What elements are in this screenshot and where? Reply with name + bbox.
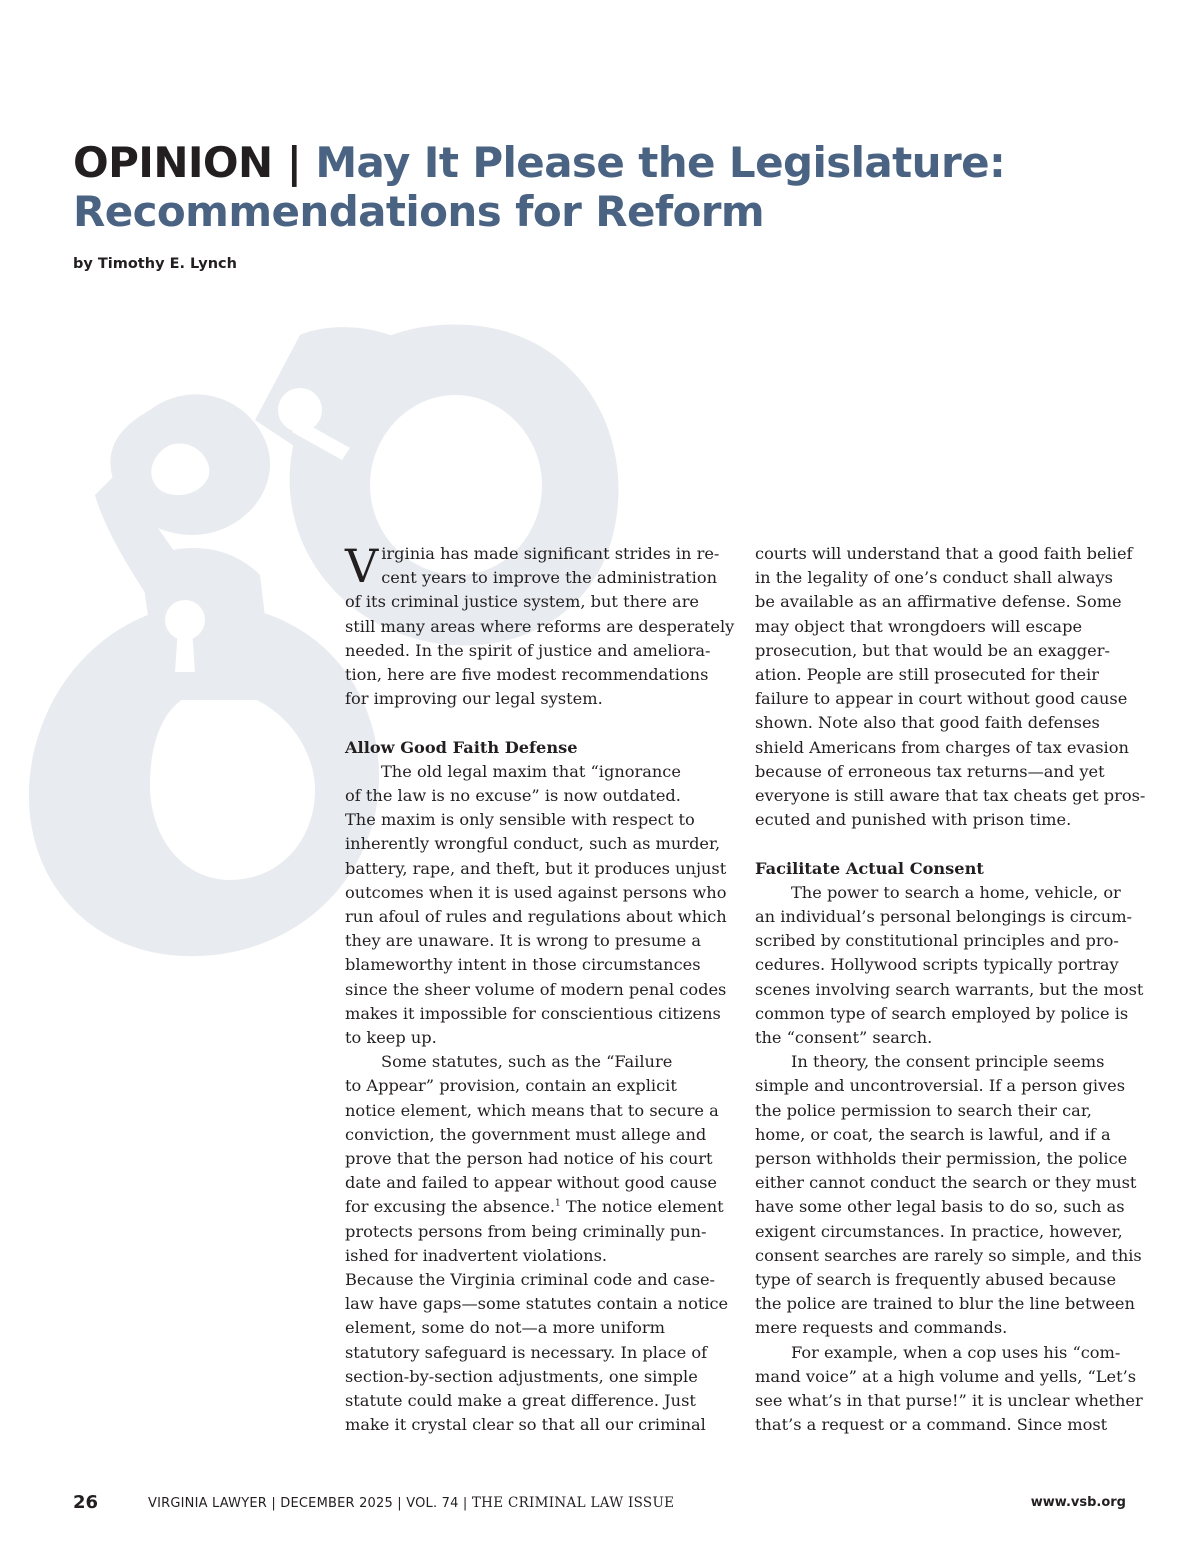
- text-line: mere requests and commands.: [755, 1318, 1008, 1338]
- text-line: protects persons from being criminally pun-: [345, 1221, 707, 1241]
- text-line: the police permission to search their car,: [755, 1100, 1092, 1120]
- text-line: prove that the person had notice of his court: [345, 1149, 713, 1169]
- article-column-1: [345, 539, 735, 1438]
- text-line: ation. People are still prosecuted for their: [755, 665, 1100, 685]
- text-line: home, or coat, the search is lawful, and if a: [755, 1124, 1111, 1144]
- text-line: law have gaps—some statutes contain a notice: [345, 1294, 729, 1314]
- text-line: battery, rape, and theft, but it produces unjust: [345, 858, 727, 878]
- title-line-2: Recommendations for Reform: [73, 187, 765, 236]
- text-line: simple and uncontroversial. If a person gives: [755, 1076, 1126, 1096]
- page-number: 26: [73, 1492, 99, 1513]
- publication-line: [148, 1495, 674, 1511]
- text-line: outcomes when it is used against persons who: [345, 882, 727, 902]
- text-line: shield Americans from charges of tax evasion: [755, 737, 1129, 757]
- text-line: inherently wrongful conduct, such as murder,: [345, 834, 721, 854]
- text-line: to keep up.: [345, 1028, 437, 1048]
- text-line: run afoul of rules and regulations about which: [345, 907, 727, 927]
- text-line: statutory safeguard is necessary. In place of: [345, 1342, 708, 1362]
- byline: by Timothy E. Lynch: [73, 256, 237, 272]
- section-kicker: OPINION: [73, 138, 273, 187]
- text-line: conviction, the government must allege and: [345, 1124, 707, 1144]
- title-line-1: May It Please the Legislature:: [315, 138, 1006, 187]
- text-line: in the legality of one’s conduct shall always: [755, 568, 1113, 588]
- issue-name: THE CRIMINAL LAW ISSUE: [471, 1495, 675, 1511]
- text-line: The maxim is only sensible with respect to: [345, 810, 695, 830]
- paragraph-gap: [755, 832, 1135, 856]
- text-line: The old legal maxim that “ignorance: [381, 761, 681, 781]
- paragraph-gap: [345, 711, 725, 735]
- text-line-with-footnote: [345, 1195, 725, 1219]
- text-line: The power to search a home, vehicle, or: [791, 882, 1121, 902]
- text-line: prosecution, but that would be an exagger-: [755, 640, 1110, 660]
- text-line: notice element, which means that to secure a: [345, 1100, 719, 1120]
- section-heading: Allow Good Faith Defense: [345, 737, 578, 757]
- text-line: may object that wrongdoers will escape: [755, 616, 1083, 636]
- text-line: scenes involving search warrants, but the most: [755, 979, 1144, 999]
- text-line: see what’s in that purse!” it is unclear whether: [755, 1391, 1143, 1411]
- text-line: they are unaware. It is wrong to presume a: [345, 931, 702, 951]
- text-line: blameworthy intent in those circumstances: [345, 955, 701, 975]
- text-line: mand voice” at a high volume and yells, “Let’s: [755, 1366, 1137, 1386]
- text-line: element, some do not—a more uniform: [345, 1318, 665, 1338]
- text-line: either cannot conduct the search or they must: [755, 1173, 1137, 1193]
- article-column-2: [755, 542, 1146, 1438]
- text-line: For example, when a cop uses his “com-: [791, 1342, 1121, 1362]
- drop-cap: V: [345, 539, 379, 593]
- text-line: have some other legal basis to do so, such as: [755, 1197, 1125, 1217]
- title-separator: |: [286, 138, 302, 187]
- article-title: [73, 138, 1133, 236]
- text-segment: for excusing the absence.: [345, 1197, 556, 1217]
- footnote-marker: 1: [555, 1199, 561, 1210]
- text-line: person withholds their permission, the police: [755, 1149, 1128, 1169]
- text-line: section-by-section adjustments, one simple: [345, 1366, 698, 1386]
- text-line: ecuted and punished with prison time.: [755, 810, 1072, 830]
- text-line: date and failed to appear without good cause: [345, 1173, 717, 1193]
- website-link[interactable]: www.vsb.org: [1030, 1495, 1126, 1510]
- text-line: exigent circumstances. In practice, however,: [755, 1221, 1123, 1241]
- text-line: still many areas where reforms are desperately: [345, 616, 735, 636]
- text-line: an individual’s personal belongings is circum-: [755, 907, 1133, 927]
- text-line: shown. Note also that good faith defenses: [755, 713, 1100, 733]
- text-line: Because the Virginia criminal code and case-: [345, 1270, 716, 1290]
- text-line: cent years to improve the administration: [381, 568, 718, 588]
- text-segment: The notice element: [560, 1197, 724, 1217]
- text-line: needed. In the spirit of justice and ameliora-: [345, 640, 711, 660]
- text-line: because of erroneous tax returns—and yet: [755, 761, 1105, 781]
- text-line: failure to appear in court without good cause: [755, 689, 1128, 709]
- text-line: of its criminal justice system, but there are: [345, 592, 700, 612]
- text-line: the police are trained to blur the line between: [755, 1294, 1135, 1314]
- publication-info: VIRGINIA LAWYER | DECEMBER 2025 | VOL. 74 |: [148, 1496, 468, 1511]
- text-line: to Appear” provision, contain an explicit: [345, 1076, 677, 1096]
- text-line: be available as an affirmative defense. Some: [755, 592, 1122, 612]
- page-footer: [0, 1492, 1200, 1516]
- text-line: courts will understand that a good faith belief: [755, 544, 1133, 563]
- text-line: everyone is still aware that tax cheats get pros-: [755, 786, 1146, 806]
- text-line: In theory, the consent principle seems: [791, 1052, 1105, 1072]
- text-line: type of search is frequently abused because: [755, 1270, 1117, 1290]
- text-line: makes it impossible for conscientious citizens: [345, 1003, 721, 1023]
- text-line: the “consent” search.: [755, 1028, 933, 1048]
- text-line: cedures. Hollywood scripts typically portray: [755, 955, 1119, 975]
- text-line: of the law is no excuse” is now outdated.: [345, 786, 681, 806]
- text-line: that’s a request or a command. Since most: [755, 1415, 1108, 1435]
- text-line: since the sheer volume of modern penal codes: [345, 979, 727, 999]
- text-line: consent searches are rarely so simple, and this: [755, 1245, 1142, 1265]
- text-line: Some statutes, such as the “Failure: [381, 1052, 673, 1072]
- text-line: irginia has made significant strides in re-: [381, 544, 720, 563]
- section-heading: Facilitate Actual Consent: [755, 858, 984, 878]
- text-line: make it crystal clear so that all our criminal: [345, 1415, 706, 1435]
- text-line: statute could make a great difference. Just: [345, 1391, 696, 1411]
- text-line: for improving our legal system.: [345, 689, 603, 709]
- text-line: common type of search employed by police is: [755, 1003, 1129, 1023]
- text-line: tion, here are five modest recommendations: [345, 665, 709, 685]
- text-line: scribed by constitutional principles and pro-: [755, 931, 1119, 951]
- text-line: ished for inadvertent violations.: [345, 1245, 608, 1265]
